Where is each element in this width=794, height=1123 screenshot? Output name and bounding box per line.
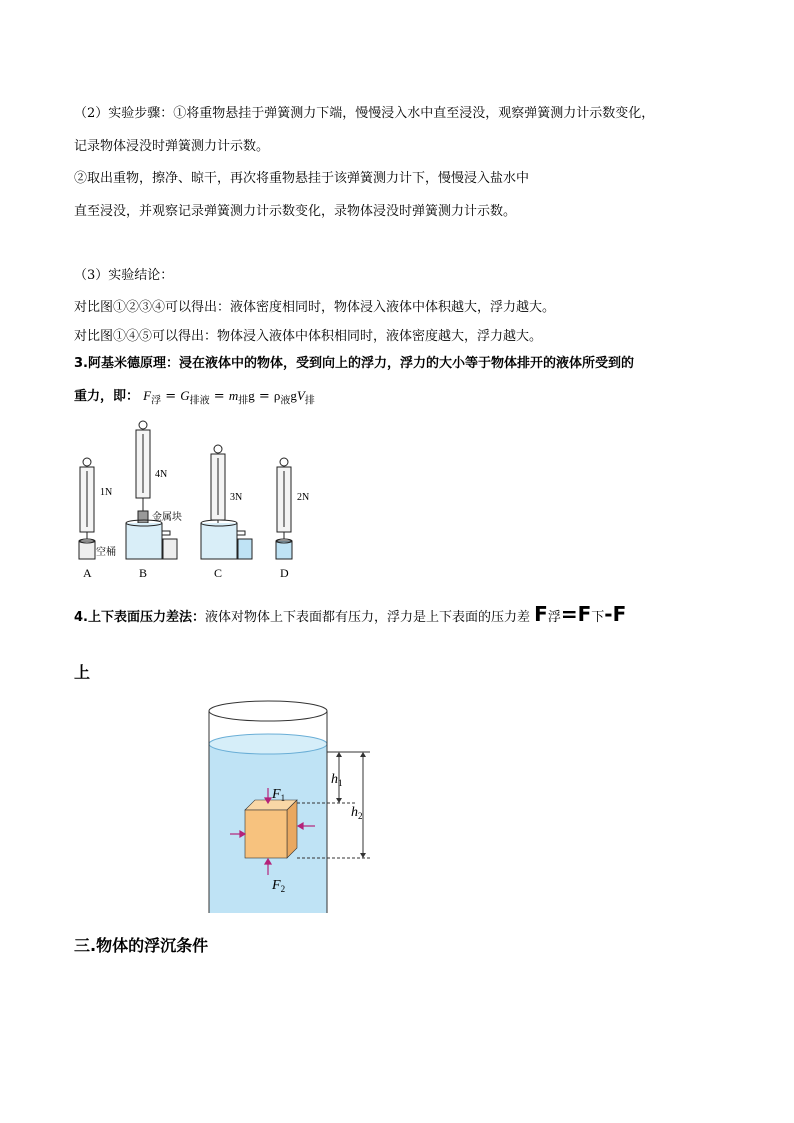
conclusion-heading: （3）实验结论： (74, 268, 174, 283)
reading-B: 4N (155, 469, 168, 480)
label-h2-sub: 2 (358, 811, 363, 821)
formula-m: m (228, 388, 239, 403)
formula-rho-sub: 液 (280, 395, 291, 407)
formula-prefix: 重力，即： (74, 389, 140, 404)
formula-V: V (296, 388, 305, 403)
pressure-minus: -F (604, 602, 627, 626)
metal-block-label: 金属块 (152, 512, 182, 523)
pressure-F2-sub: 下 (591, 610, 605, 625)
pressure-diff-text: 液体对物体上下表面都有压力，浮力是上下表面的压力差 (204, 610, 530, 625)
step1-line2: 记录物体浸没时弹簧测力计示数。 (74, 139, 270, 154)
pressure-F-sub: 浮 (547, 610, 561, 625)
pressure-diff-prefix: 4.上下表面压力差法： (74, 610, 205, 625)
formula-eq2: = (209, 389, 229, 404)
step2-line2: 直至浸没，并观察记录弹簧测力计示数变化，录物体浸没时弹簧测力计示数。 (74, 204, 517, 219)
formula-eq3: = (254, 389, 274, 404)
label-C: C (214, 566, 223, 580)
reading-A: 1N (100, 487, 113, 498)
empty-bucket-label: 空桶 (96, 547, 116, 558)
step1-line1: （2）实验步骤：①将重物悬挂于弹簧测力下端，慢慢浸入水中直至浸没，观察弹簧测力计示数变化， (74, 106, 655, 121)
conclusion-1: 对比图①②③④可以得出：液体密度相同时，物体浸入液体中体积越大，浮力越大。 (74, 300, 556, 315)
pressure-F: F (534, 602, 548, 626)
svg-text:h1 (331, 772, 343, 788)
label-h1-sub: 1 (338, 778, 343, 788)
pressure-eq: =F (560, 602, 592, 626)
label-h1: h (331, 772, 338, 787)
label-B: B (139, 566, 148, 580)
formula-G: G (180, 388, 190, 403)
label-F1: F (272, 787, 281, 802)
archimedes-principle: 3.阿基米德原理：浸在液体中的物体，受到向上的浮力，浮力的大小等于物体排开的液体所受到的 (74, 356, 634, 371)
pressure-diff-last: 上 (74, 663, 91, 682)
section-title: 三.物体的浮沉条件 (74, 936, 209, 955)
formula-m-sub: 排 (238, 395, 249, 407)
label-F2-sub: 2 (280, 884, 286, 894)
formula-F: F (143, 388, 152, 403)
reading-C: 3N (230, 492, 243, 503)
formula-gV-g: g (290, 388, 297, 403)
archimedes-formula-line (74, 385, 315, 407)
label-F2: F (272, 878, 281, 893)
formula-eq1: = (161, 389, 181, 404)
formula-V-sub: 排 (304, 395, 315, 407)
reading-D: 2N (297, 492, 310, 503)
formula-G-sub: 排液 (189, 395, 210, 407)
conclusion-2: 对比图①④⑤可以得出：物体浸入液体中体积相同时，液体密度越大，浮力越大。 (74, 329, 543, 344)
label-A: A (83, 566, 92, 580)
svg-text:h2 (351, 805, 363, 821)
cylinder-figure (205, 695, 390, 915)
formula-g: g (248, 388, 255, 403)
label-h2: h (351, 805, 358, 820)
formula-rho: ρ (273, 388, 281, 403)
formula-F-sub: 浮 (151, 395, 162, 407)
label-D: D (280, 566, 289, 580)
label-F1-sub: 1 (280, 793, 286, 803)
pressure-diff-line (74, 602, 626, 626)
step2-line1: ②取出重物，擦净、晾干，再次将重物悬挂于该弹簧测力计下，慢慢浸入盐水中 (74, 171, 530, 186)
spring-balance-figure (70, 415, 310, 585)
